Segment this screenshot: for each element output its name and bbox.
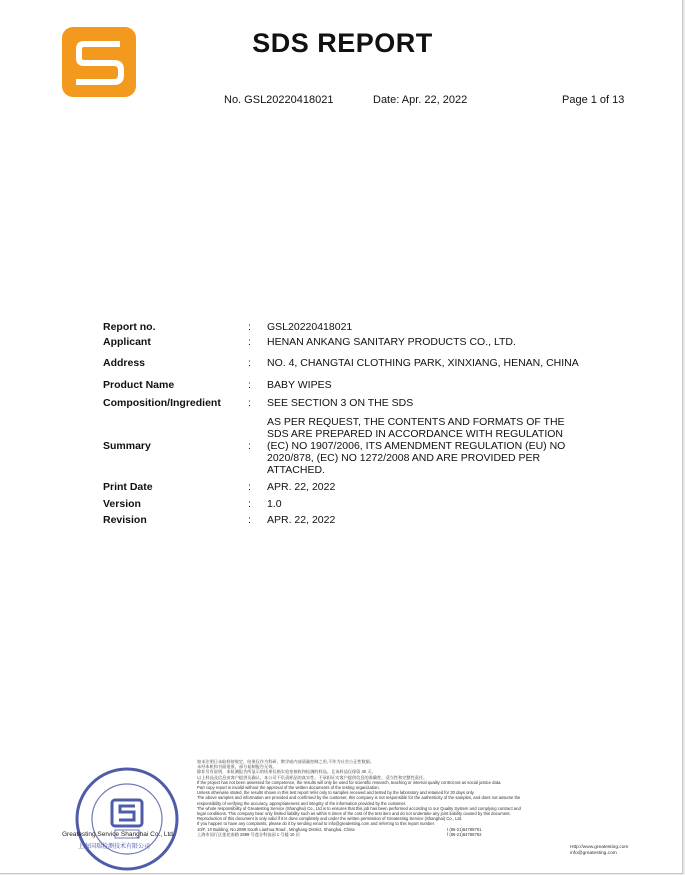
info-row-product-name bbox=[103, 376, 587, 393]
info-value: 1.0 bbox=[267, 497, 282, 510]
footer-line: Reproduction of this document is only valid if it is done completely and under the written permission of Greatesting Service (Shanghai) Co., Ltd. bbox=[197, 816, 463, 822]
footer-line: 以上样品及信息由客户提供及确认，本公司不负责样品的真实性。不承担证实客户提供信息的准确性。适当性和完整性责任。 bbox=[197, 774, 428, 780]
footer-line: Part copy report is invalid without the approval of the written documents of the testing organization. bbox=[197, 785, 380, 791]
info-colon: : bbox=[248, 497, 251, 510]
info-value: SEE SECTION 3 ON THE SDS bbox=[267, 397, 414, 409]
stamp-company-name-cn: 上海国瑞检测技术有限公司 bbox=[78, 844, 151, 850]
info-colon: : bbox=[248, 320, 251, 333]
info-row-summary bbox=[103, 413, 587, 479]
footer-line: 未经本机构书面批准，部分复制报告无效。 bbox=[197, 764, 277, 770]
footer-website: Http://www.greatesting.com bbox=[570, 845, 629, 850]
footer-tel: t (86-21)64788791 bbox=[447, 826, 482, 832]
info-value: GSL20220418021 bbox=[267, 320, 353, 333]
info-value: HENAN ANKANG SANITARY PRODUCTS CO., LTD. bbox=[267, 335, 516, 348]
info-row-report-no bbox=[103, 319, 587, 334]
footer-disclaimer bbox=[197, 759, 637, 837]
report-date: Date: Apr. 22, 2022 bbox=[373, 94, 468, 106]
footer-contact bbox=[570, 845, 628, 857]
info-row-address bbox=[103, 349, 587, 376]
footer-line: If you happen to have any complaints, please do it by sending email to info@greatesting.com and referring to this report number. bbox=[197, 821, 435, 827]
footer-line: 除非另有说明，本检测报告所显示的结果仅指实验室接收和检测的样品。且该样品仅保留 30 天。 bbox=[197, 769, 376, 775]
info-row-composition bbox=[103, 393, 587, 413]
footer-line: 如未注明日未取样按规定，结果仅作为科研、教学或内部质量控制之用,不作为社会公正性数据。 bbox=[197, 759, 375, 764]
info-row-version bbox=[103, 495, 587, 512]
info-label: Address bbox=[103, 356, 146, 369]
info-label: Version bbox=[103, 497, 141, 510]
info-colon: : bbox=[248, 356, 251, 369]
info-label: Report no. bbox=[103, 320, 156, 333]
footer-fax: f (86-21)64788792 bbox=[447, 831, 482, 837]
info-label: Composition/Ingredient bbox=[103, 397, 221, 409]
footer-line: The whole responsibility of Greatesting Service (Shanghai) Co., Ltd is to ensures that this job has been performed according to our Quality System and complying contract and bbox=[197, 805, 521, 811]
company-seal-icon bbox=[72, 764, 182, 874]
info-colon: : bbox=[248, 481, 251, 493]
info-label: Revision bbox=[103, 514, 147, 526]
stamp-company-name: Greatesting Service Shanghai Co., Ltd. bbox=[62, 831, 175, 838]
info-row-print-date bbox=[103, 479, 587, 495]
footer-line: responsibility of verifying the accuracy, appropriateness and integrity of the information provided by the customer. bbox=[197, 800, 407, 806]
info-colon: : bbox=[248, 514, 251, 526]
info-value: NO. 4, CHANGTAI CLOTHING PARK, XINXIANG, HENAN, CHINA bbox=[267, 356, 579, 369]
info-value: APR. 22, 2022 bbox=[267, 514, 336, 526]
footer-line: If the project has not been assessed for competence, the results will only be used for scientific research, teaching or internal quality control,not as social justice data. bbox=[197, 779, 502, 785]
footer-line: legal conditions. This company bear only limited liability such as within 5 times of the cost of the test item and do not undertake any joint liability caused by this document. bbox=[197, 811, 511, 817]
info-row-revision bbox=[103, 512, 587, 528]
page-title: SDS REPORT bbox=[252, 28, 433, 58]
info-colon: : bbox=[248, 440, 251, 452]
info-value: BABY WIPES bbox=[267, 378, 332, 391]
info-label: Summary bbox=[103, 440, 151, 452]
info-value: APR. 22, 2022 bbox=[267, 481, 336, 493]
info-label: Product Name bbox=[103, 378, 175, 391]
info-row-applicant bbox=[103, 334, 587, 349]
report-number: No. GSL20220418021 bbox=[224, 94, 334, 106]
footer-line: The above samples and information are provided and confirmed by the customer, this company is not responsible for the authenticity of the samples, and does not assume the bbox=[197, 795, 521, 801]
footer-line: Unless otherwise stated, the results shown in this test report refer only to samples received and tested by the laboratory and retained for 30 days only. bbox=[197, 790, 475, 796]
info-colon: : bbox=[248, 397, 251, 409]
page-number: Page 1 of 13 bbox=[562, 94, 625, 106]
info-colon: : bbox=[248, 378, 251, 391]
info-value: AS PER REQUEST, THE CONTENTS AND FORMATS OF THE SDS ARE PREPARED IN ACCORDANCE WITH REGULATION (EC) NO 1907/2006, ITS AMENDMENT REGULATION (EU) NO 2020/878, (EC) NO 1272/2008 AND ARE PROVIDED PER ATTACHED. bbox=[267, 416, 566, 476]
footer-address-en: 10/F, 1# Building, No.2899 South Lianhua Road , Minghang District, Shanghai, China bbox=[197, 826, 355, 832]
info-label: Applicant bbox=[103, 335, 151, 348]
footer-address-cn: 上海市闵行区莲花南路 2899 号莲谷科技园 1 号楼 10 层 bbox=[197, 831, 300, 837]
info-colon: : bbox=[248, 335, 251, 348]
footer-address-row bbox=[197, 832, 637, 837]
report-info-table bbox=[103, 319, 587, 528]
info-label: Print Date bbox=[103, 481, 153, 493]
footer-email: info@greatesting.com bbox=[570, 851, 617, 856]
